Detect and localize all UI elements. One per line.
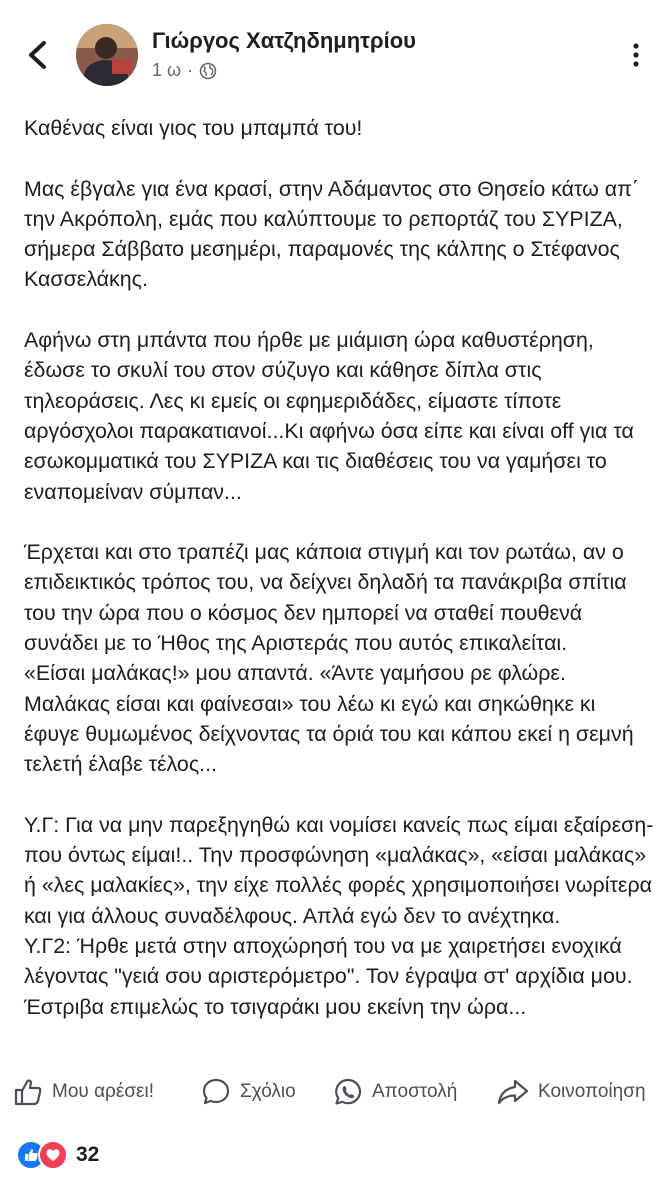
post-paragraph: [24, 537, 656, 779]
meta-separator: ·: [187, 60, 194, 80]
reactions-summary[interactable]: [16, 1138, 99, 1172]
love-reaction-icon: [38, 1140, 68, 1170]
author-name[interactable]: Γιώργος Χατζηδημητρίου: [152, 28, 416, 53]
post-body: [24, 113, 656, 1022]
post-line: «Είσαι μαλάκας!» μου απαντά. «Άντε γαμήσου ρε φλώρε. Μαλάκας είσαι και φαίνεσαι» του λέω κι εγώ και σηκώθηκε κι έφυγε θυμωμένος δείχνοντας τα όριά του και κάπου εκεί η σεμνή τελετή έλαβε τέλος...: [24, 661, 634, 777]
thumbs-up-icon: [12, 1076, 44, 1108]
comment-icon: [200, 1076, 232, 1108]
more-options-icon[interactable]: [628, 38, 644, 72]
post-meta: [152, 60, 217, 81]
post-line: Υ.Γ2: Ήρθε μετά στην αποχώρησή του να με χαιρετήσει ενοχικά λέγοντας "γειά σου αριστερόμετρο". Τον έγραψα στ' αρχίδια μου. Έστριβα επιμελώς το τσιγαράκι μου εκείνη την ώρα...: [24, 934, 633, 1019]
post-line: Υ.Γ: Για να μην παρεξηγηθώ και νομίσει κανείς πως είμαι εξαίρεση- που όντως είμαι!.. Την προσφώνηση «μαλάκας», «είσαι μαλάκας» ή «λες μαλακίες», την είχε πολλές φορές χρησιμοποιήσει νωρίτερα και για άλλους συναδέλφους. Απλά εγώ δεν το ανέχτηκα.: [24, 812, 654, 928]
post-paragraph: [24, 174, 656, 295]
post-time[interactable]: 1 ω: [152, 60, 182, 80]
like-label: Μου αρέσει!: [52, 1081, 155, 1102]
reaction-count: 32: [76, 1143, 100, 1166]
whatsapp-icon: [332, 1076, 364, 1108]
post-paragraph: [24, 810, 656, 1022]
post-paragraph: [24, 325, 656, 507]
like-button[interactable]: [12, 1066, 154, 1118]
action-bar: [0, 1066, 664, 1118]
share-button[interactable]: [496, 1066, 646, 1118]
post-paragraph: [24, 113, 656, 143]
post-line: Έρχεται και στο τραπέζι μας κάποια στιγμή και τον ρωτάω, αν ο επιδεικτικός τρόπος του, να δείχνει δηλαδή τα πανάκριβα σπίτια του την ώρα που ο κόσμος δεν ημπορεί να σταθεί πουθενά συνάδει με το Ήθος της Αριστεράς που αυτός επικαλείται.: [24, 540, 627, 656]
post-line: Μας έβγαλε για ένα κρασί, στην Αδάμαντος στο Θησείο κάτω απ΄ την Ακρόπολη, εμάς που καλύπτουμε το ρεπορτάζ του ΣΥΡΙΖΑ, σήμερα Σάββατο μεσημέρι, παραμονές της κάλπης ο Στέφανος Κασσελάκης.: [24, 176, 640, 292]
post-line: Καθένας είναι γιος του μπαμπά του!: [24, 116, 363, 140]
comment-button[interactable]: [200, 1066, 296, 1118]
post-header: [0, 0, 664, 110]
globe-icon: [199, 62, 217, 80]
share-label: Κοινοποίηση: [538, 1081, 646, 1102]
comment-label: Σχόλιο: [240, 1081, 296, 1102]
author-avatar[interactable]: [76, 24, 138, 86]
post-line: Αφήνω στη μπάντα που ήρθε με μιάμιση ώρα καθυστέρηση, έδωσε το σκυλί του στον σύζυγο και κάθησε δίπλα στις τηλεοράσεις. Λες κι εμείς οι εφημεριδάδες, είμαστε τίποτε αργόσχολοι παρακατιανοί...Κι αφήνω όσα είπε και είναι off για τα εσωκομματικά του ΣΥΡΙΖΑ και τις διαθέσεις του να γαμήσει το εναπομείναν σύμπαν...: [24, 328, 634, 504]
send-label: Αποστολή: [372, 1081, 458, 1102]
share-arrow-icon: [496, 1076, 530, 1108]
back-arrow-icon[interactable]: [22, 38, 52, 72]
send-button[interactable]: [332, 1066, 457, 1118]
